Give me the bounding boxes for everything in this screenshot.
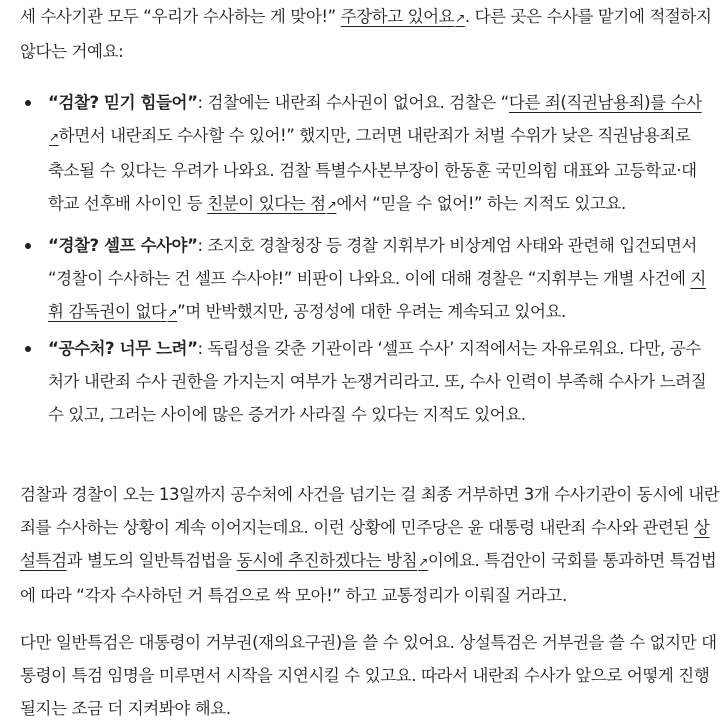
external-link-icon: ↗ (455, 11, 465, 25)
agency-bullet-list (0, 86, 708, 431)
bullet-heading: “공수처? 너무 느려” (48, 339, 198, 358)
bullet-heading: “경찰? 셀프 수사야” (48, 236, 198, 255)
intro-link-claims[interactable]: 주장하고 있어요↗ (340, 7, 465, 26)
external-link-icon: ↗ (167, 306, 178, 320)
link-close-relationship[interactable]: 친분이 있다는 점↗ (207, 194, 337, 213)
external-link-icon: ↗ (49, 130, 59, 144)
bullet-text: ”며 반박했지만, 공정성에 대한 우려는 계속되고 있어요. (177, 302, 566, 321)
intro-text-1: 세 수사기관 모두 “우리가 수사하는 게 맞아!” (20, 7, 341, 26)
paragraph-text: 다만 일반특검은 대통령이 거부권(재의요구권)을 쓸 수 있어요. 상설특검은 거부권을 쓸 수 없지만 대통령이 특검 임명을 미루면서 시작을 지연시킬 수 있고요. 따라서 내란죄 수사가 앞으로 어떻게 진행될지는 조금 더 지켜봐야 해요. (20, 633, 717, 718)
paragraph-text: 이에요. 특검안이 국회를 통과하면 특검법에 따라 “각자 수사하던 거 특검으로 싹 모아!” 하고 교통정리가 이뤄질 거라고. (20, 551, 717, 605)
bullet-dot (25, 243, 31, 249)
intro-paragraph (20, 0, 723, 68)
external-link-icon: ↗ (418, 555, 428, 569)
bullet-dot (25, 100, 31, 106)
bullet-heading: “검찰? 믿기 힘들어” (48, 93, 198, 112)
bullet-police (0, 229, 708, 330)
bullet-text: : 검찰에는 내란죄 수사권이 없어요. 검찰은 “ (197, 93, 509, 112)
bullet-prosecution (0, 86, 708, 222)
bullet-text: : 독립성을 갖춘 기관이라 ‘셀프 수사’ 지적에서는 자유로워요. 다만, 공수처가 내란죄 수사 권한을 가지는지 여부가 논쟁거리라고. 또, 수사 인력이 부족해 수사가 느려질 수 있고, 그러는 사이에 많은 증거가 사라질 수 있다는 지적도 있어요. (48, 339, 707, 424)
bullet-text: 하면서 내란죄도 수사할 수 있어!” 했지만, 그러면 내란죄가 처벌 수위가 낮은 직권남용죄로 축소될 수 있다는 우려가 나와요. 검찰 특별수사본부장이 한동훈 국민의힘 대표와 고등학교·대학교 선후배 사이인 등 (48, 126, 697, 213)
paragraph-text: 과 별도의 일반특검법을 (66, 551, 237, 570)
paragraph-text: 검찰과 경찰이 오는 13일까지 공수처에 사건을 넘기는 걸 최종 거부하면 3개 수사기관이 동시에 내란죄를 수사하는 상황이 계속 이어지는데요. 이런 상황에 민주당은 윤 대통령 내란죄 수사와 관련된 (20, 485, 720, 537)
bullet-dot (25, 346, 31, 352)
bullet-text: : 조지호 경찰청장 등 경찰 지휘부가 비상계엄 사태와 관련해 입건되면서 “경찰이 수사하는 건 셀프 수사야!” 비판이 나와요. 이에 대해 경찰은 “지휘부는 개별 사건에 (48, 236, 697, 288)
intro-text-2: . 다른 곳은 수사를 맡기에 적절하지 않다는 거예요: (20, 7, 712, 61)
veto-paragraph (20, 626, 723, 725)
bullet-cio (0, 332, 708, 431)
link-permanent-special-prosecutor[interactable]: 상설특검 (20, 518, 710, 570)
special-prosecutor-paragraph (20, 478, 723, 612)
bullet-text: 에서 “믿을 수 없어!” 하는 지적도 있고요. (336, 194, 626, 213)
link-no-supervision-authority[interactable]: 지휘 감독권이 없다↗ (48, 269, 706, 321)
link-other-crime-investigation[interactable]: 다른 죄(직권남용죄)를 수사↗ (49, 93, 702, 144)
link-simultaneous-push-plan[interactable]: 동시에 추진하겠다는 방침↗ (236, 551, 428, 570)
external-link-icon: ↗ (326, 198, 337, 212)
